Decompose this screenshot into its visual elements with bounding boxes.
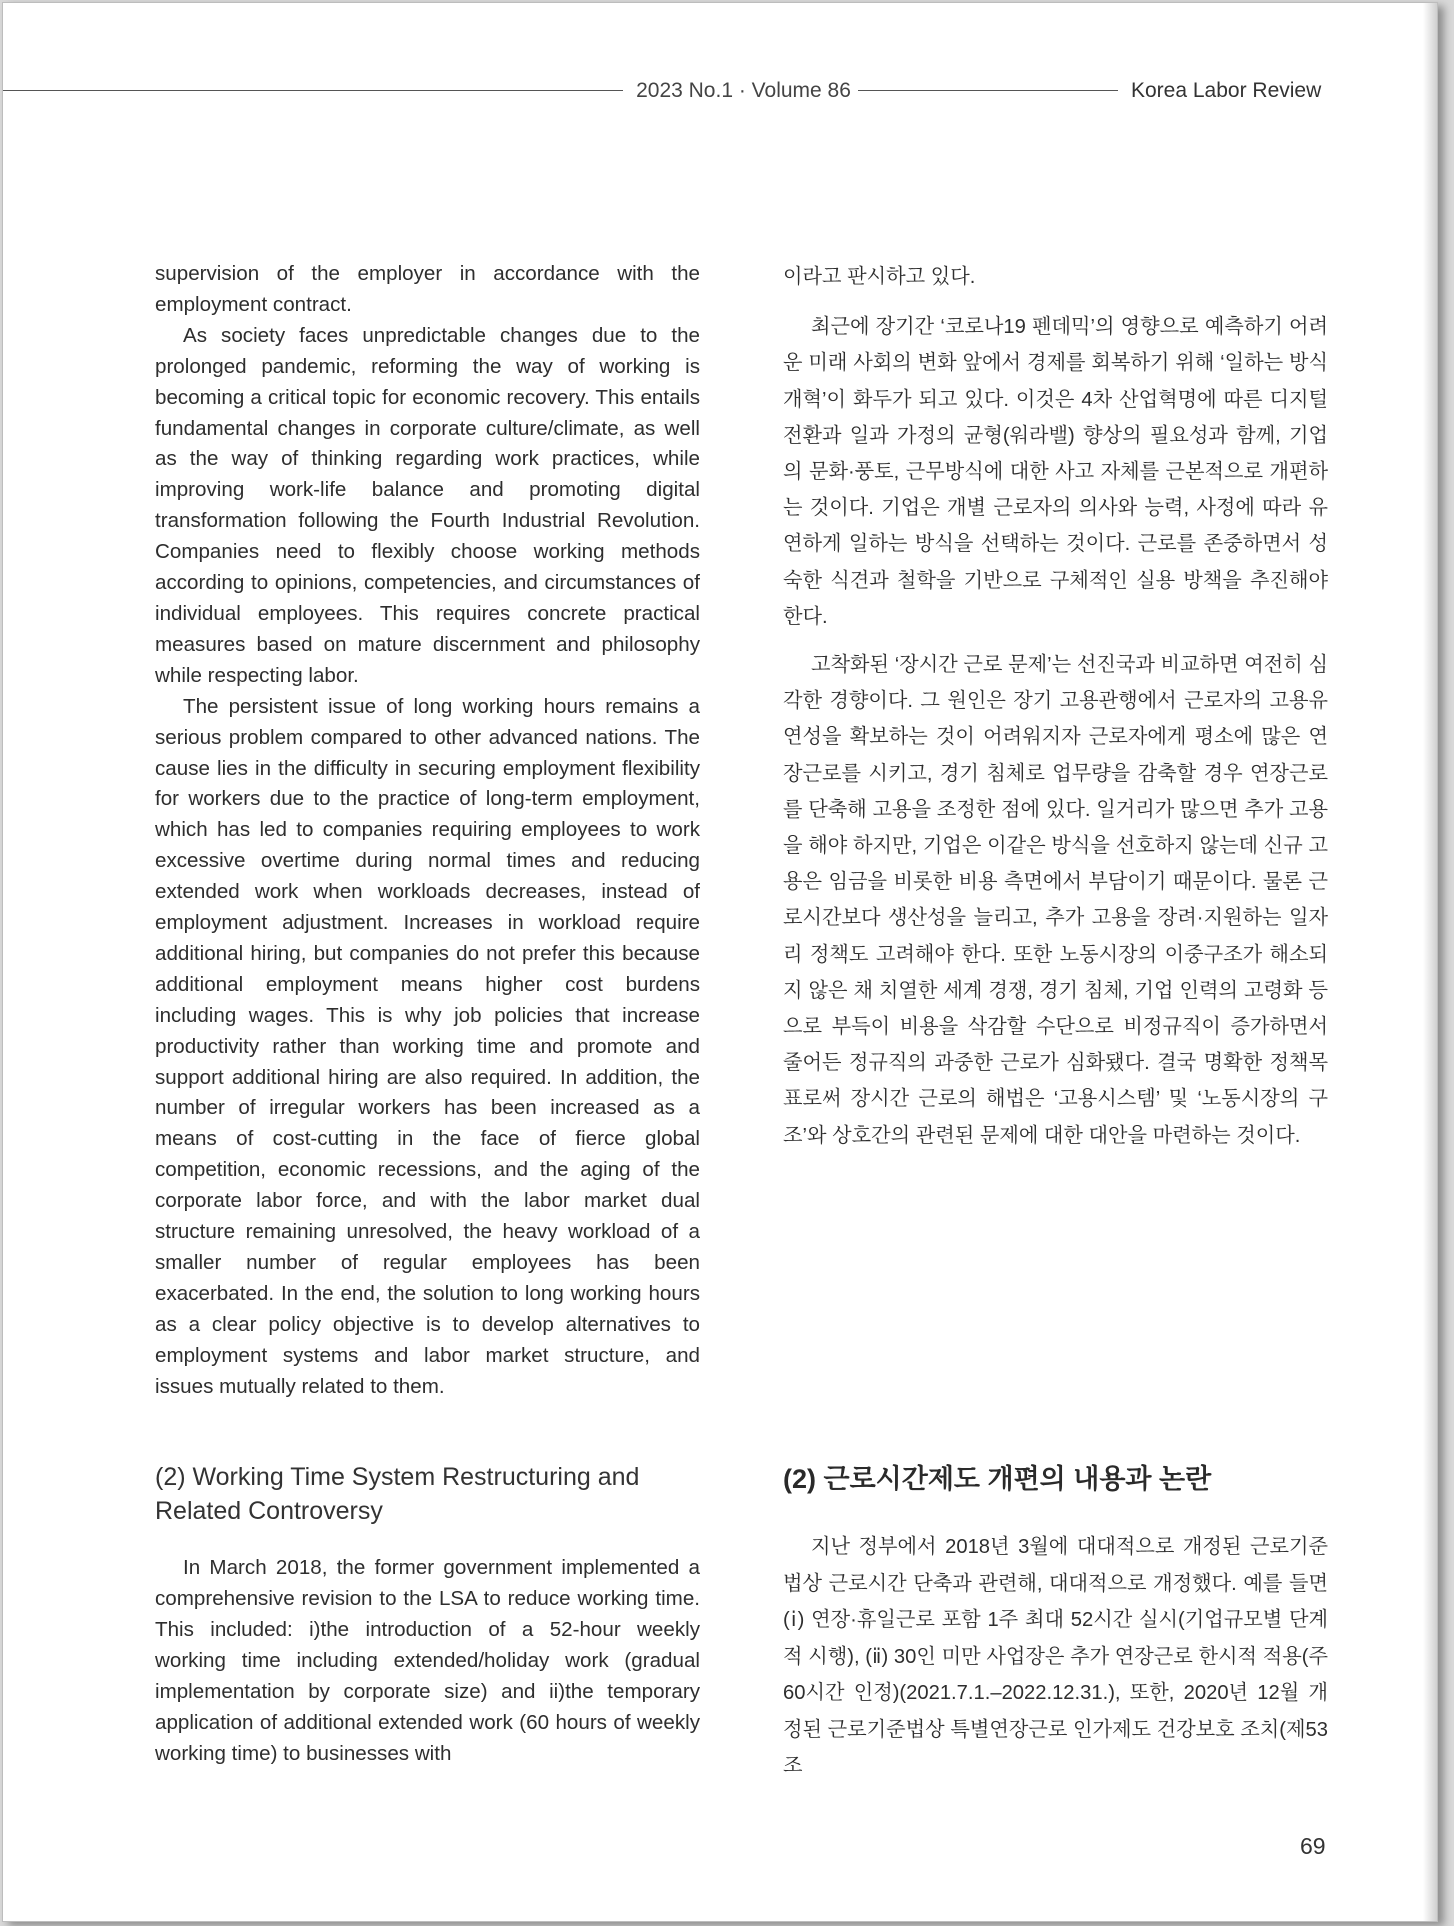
page-number: 69 [1300, 1833, 1326, 1859]
document-page [2, 2, 1438, 1922]
english-section-body [155, 1552, 700, 1769]
korean-paragraph-2: 최근에 장기간 ‘코로나19 펜데믹’의 영향으로 예측하기 어려운 미래 사회의 변화 앞에서 경제를 회복하기 위해 ‘일하는 방식 개혁’이 화두가 되고 있다. 이것은 4차 산업혁명에 따른 디지털 전환과 일과 가정의 균형(워라밸) 향상의 필요성과 함께, 기업의 문화·풍토, 근무방식에 대한 사고 자체를 근본적으로 개편하는 것이다. 기업은 개별 근로자의 의사와 능력, 사정에 따라 유연하게 일하는 방식을 선택하는 것이다. 근로를 존중하면서 성숙한 식견과 철학을 기반으로 구체적인 실용 방책을 추진해야 한다. [783, 316, 1328, 628]
header-rule-left [3, 90, 623, 91]
english-paragraph-1: supervision of the employer in accordance with the employment contract. [155, 262, 700, 316]
korean-paragraph-4: 지난 정부에서 2018년 3월에 대대적으로 개정된 근로기준법상 근로시간 단축과 관련해, 대대적으로 개정했다. 예를 들면 (ⅰ) 연장·휴일근로 포함 1주 최대 52시간 실시(기업규모별 단계적 시행), (ⅱ) 30인 미만 사업장은 추가 연장근로 한시적 적용(주 60시간 인정)(2021.7.1.–2022.12.31.), 또한, 2020년 12월 개정된 근로기준법상 특별연장근로 인가제도 건강보호 조치(제53조 [783, 1536, 1328, 1777]
korean-section-heading: (2) 근로시간제도 개편의 내용과 논란 [783, 1464, 1212, 1494]
english-paragraph-3: The persistent issue of long working hours remains a serious problem compared to other advanced nations. The cause lies in the difficulty in securing employment flexibility for workers due to the practice of long-term employment, which has led to companies requiring employees to work excessive overtime during normal times and reducing extended work when workloads decreases, instead of employment adjustment. Increases in workload require additional hiring, but companies do not prefer this because additional employment means higher cost burdens including wages. This is why job policies that increase productivity rather than working time and promote and support additional hiring are also required. In addition, the number of irregular workers has been increased as a means of cost-cutting in the face of fierce global competition, economic recessions, and the aging of the corporate labor force, and with the labor market dual structure remaining unresolved, the heavy workload of a smaller number of regular employees has been exacerbated. In the end, the solution to long working hours as a clear policy objective is to develop alternatives to employment systems and labor market structure, and issues mutually related to them. [155, 694, 700, 1398]
english-paragraph-2: As society faces unpredictable changes due to the prolonged pandemic, reforming the way of working is becoming a critical topic for economic recovery. This entails fundamental changes in corporate culture/climate, as well as the way of thinking regarding work practices, while improving work-life balance and promoting digital transformation following the Fourth Industrial Revolution. Companies need to flexibly choose working methods according to opinions, competencies, and circumstances of individual employees. This requires concrete practical measures based on mature discernment and philosophy while respecting labor. [155, 323, 700, 687]
journal-title: Korea Labor Review [1131, 79, 1322, 102]
korean-paragraph-3: 고착화된 ‘장시간 근로 문제’는 선진국과 비교하면 여전히 심각한 경향이다. 그 원인은 장기 고용관행에서 근로자의 고용유연성을 확보하는 것이 어려워지자 근로자에게 평소에 많은 연장근로를 시키고, 경기 침체로 업무량을 감축할 경우 연장근로를 단축해 고용을 조정한 점에 있다. 일거리가 많으면 추가 고용을 해야 하지만, 기업은 이같은 방식을 선호하지 않는데 신규 고용은 임금을 비롯한 비용 측면에서 부담이기 때문이다. 물론 근로시간보다 생산성을 늘리고, 추가 고용을 장려·지원하는 일자리 정책도 고려해야 한다. 또한 노동시장의 이중구조가 해소되지 않은 채 치열한 세계 경쟁, 경기 침체, 기업 인력의 고령화 등으로 부득이 비용을 삭감할 수단으로 비정규직이 증가하면서 줄어든 정규직의 과중한 근로가 심화됐다. 결국 명확한 정책목표로써 장시간 근로의 해법은 ‘고용시스템’ 및 ‘노동시장의 구조’와 상호간의 관련된 문제에 대한 대안을 마련하는 것이다. [783, 654, 1328, 1147]
running-head: 2023 No.1 · Volume 86 [636, 79, 851, 102]
english-section-heading: (2) Working Time System Restructuring and Related Controversy [155, 1463, 640, 1525]
korean-paragraph-1: 이라고 판시하고 있다. [783, 266, 976, 288]
english-column [155, 259, 700, 1403]
korean-column [783, 259, 1328, 1166]
header-rule-right [858, 90, 1118, 91]
english-paragraph-4: In March 2018, the former government implemented a comprehensive revision to the LSA to reduce working time. This included: i)the introduction of a 52-hour weekly working time including extended/holiday work (gradual implementation by corporate size) and ii)the temporary application of additional extended work (60 hours of weekly working time) to businesses with [155, 1556, 700, 1765]
page-edge-shadow [1423, 3, 1437, 1921]
korean-section-body [783, 1529, 1328, 1785]
